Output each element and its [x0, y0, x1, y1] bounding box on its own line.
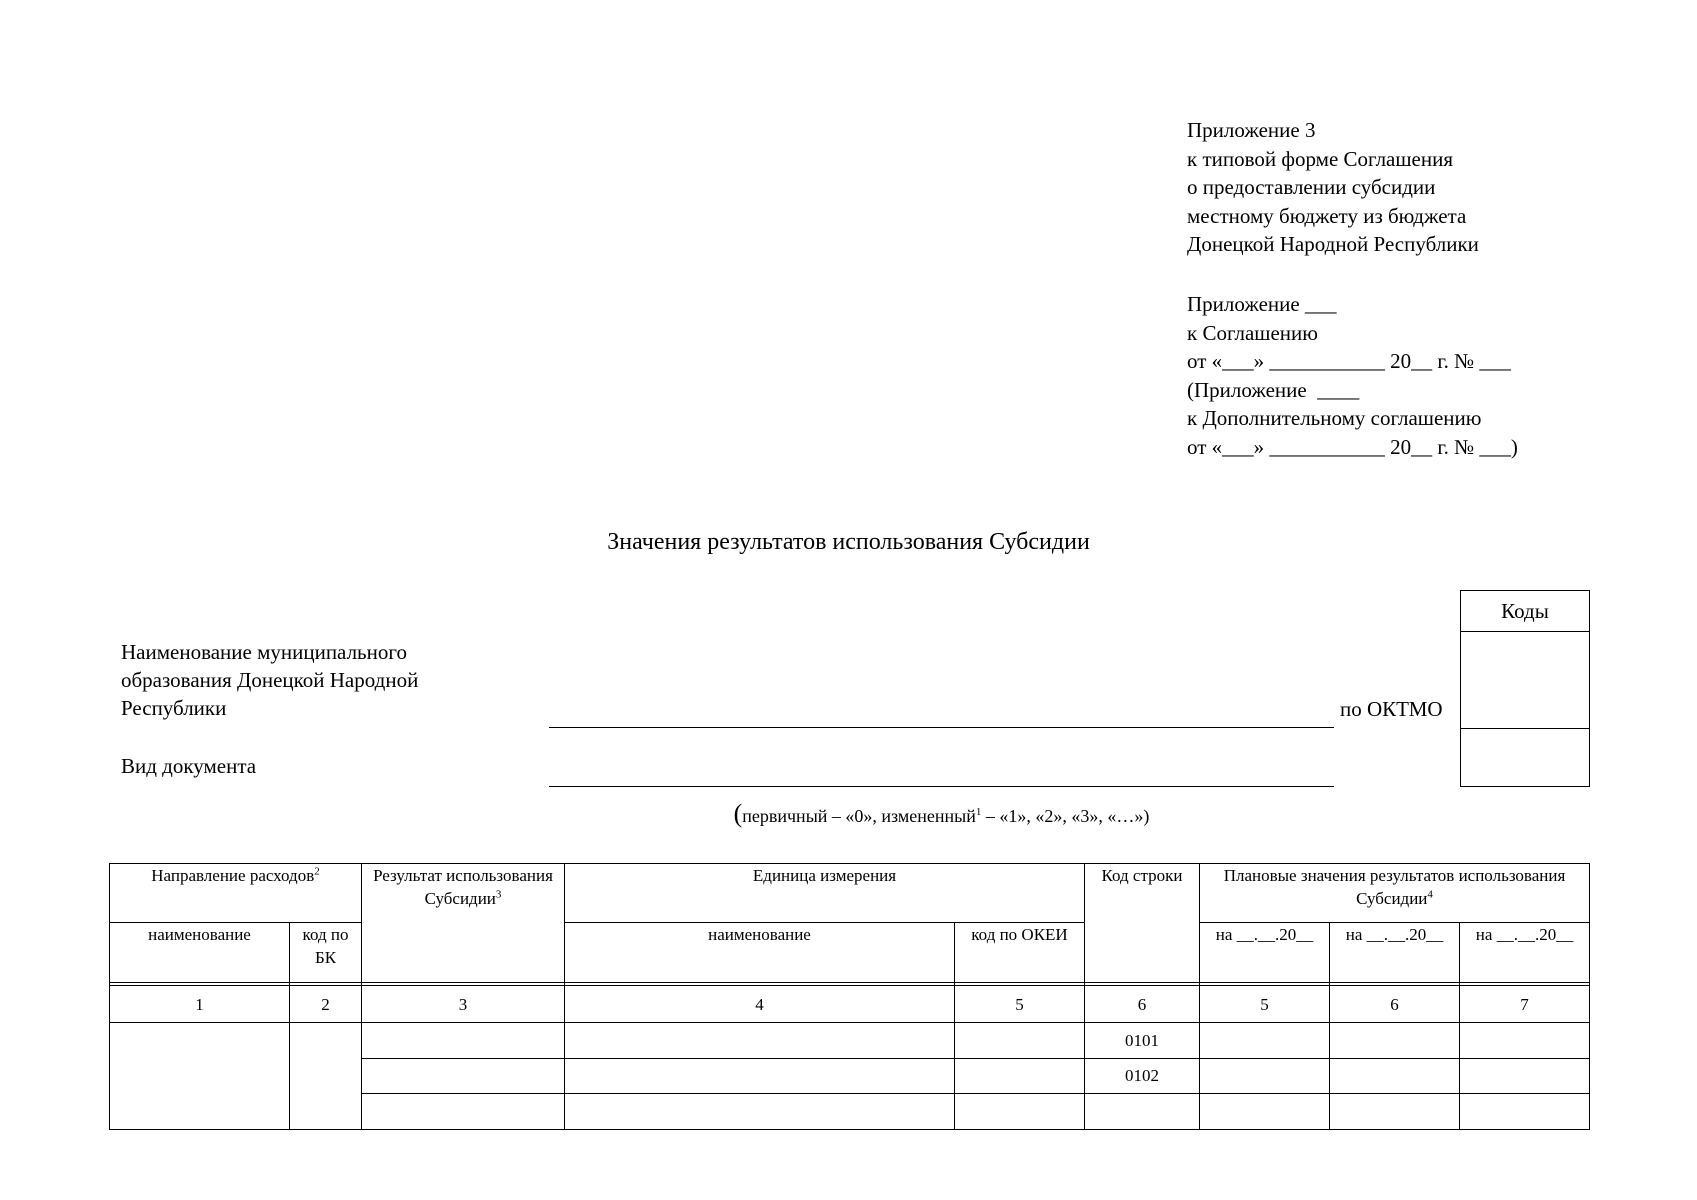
cell-row-code: 0101	[1085, 1023, 1200, 1059]
document-title: Значения результатов использования Субсидии	[607, 529, 1090, 555]
attachment-line: от «___» ___________ 20__ г. № ___)	[1187, 434, 1518, 459]
header-unit-name: наименование	[565, 923, 955, 983]
oktmo-label: по ОКТМО	[1340, 697, 1443, 721]
attachment-line: (Приложение ____	[1187, 377, 1360, 402]
header-unit-code: код по ОКЕИ	[955, 923, 1085, 983]
codes-header: Коды	[1461, 591, 1589, 632]
doctype-hint	[549, 800, 1334, 830]
results-table	[109, 863, 1590, 1130]
appendix-line: местному бюджету из бюджета	[1187, 203, 1467, 228]
appendix-line: о предоставлении субсидии	[1187, 175, 1436, 199]
header-planned-date: на __.__.20__	[1200, 923, 1330, 983]
municipality-label-line: образования Донецкой Народной	[121, 668, 419, 692]
header-result	[362, 864, 565, 983]
column-number: 2	[290, 986, 362, 1023]
header-planned-date: на __.__.20__	[1460, 923, 1590, 983]
cell-result[interactable]	[362, 1058, 565, 1094]
municipality-label	[121, 638, 521, 722]
cell-planned-value[interactable]	[1330, 1023, 1460, 1059]
appendix-header	[1187, 116, 1667, 259]
column-number: 4	[565, 986, 955, 1023]
municipality-label-line: Республики	[121, 696, 227, 720]
cell-row-code	[1085, 1094, 1200, 1130]
header-planned	[1200, 864, 1590, 923]
hint-text-2: – «1», «2», «3», «…»	[981, 806, 1144, 826]
cell-result[interactable]	[362, 1094, 565, 1130]
municipality-label-line: Наименование муниципального	[121, 640, 407, 664]
footnote-mark: 3	[495, 888, 502, 901]
attachment-line: к Дополнительному соглашению	[1187, 406, 1482, 430]
cell-direction-name[interactable]	[110, 1023, 290, 1130]
cell-row-code: 0102	[1085, 1058, 1200, 1094]
cell-planned-value[interactable]	[1200, 1094, 1330, 1130]
cell-unit-code[interactable]	[955, 1023, 1085, 1059]
header-direction-name: наименование	[110, 923, 290, 983]
doctype-label: Вид документа	[121, 754, 257, 778]
hint-close-paren: )	[1143, 806, 1150, 826]
codes-doctype-cell[interactable]	[1461, 729, 1589, 786]
cell-planned-value[interactable]	[1460, 1094, 1590, 1130]
cell-planned-value[interactable]	[1200, 1023, 1330, 1059]
column-number: 5	[955, 986, 1085, 1023]
codes-oktmo-cell[interactable]	[1461, 632, 1589, 729]
municipality-input-line[interactable]	[549, 727, 1334, 728]
cell-planned-value[interactable]	[1460, 1023, 1590, 1059]
column-number: 3	[362, 986, 565, 1023]
table-row	[110, 1023, 1590, 1059]
attachment-header	[1187, 290, 1667, 461]
header-direction	[110, 864, 362, 923]
header-planned-text: Плановые значения результатов использования Субсидии	[1223, 866, 1566, 908]
header-result-text: Результат использования Субсидии	[373, 866, 553, 908]
column-number: 6	[1330, 986, 1460, 1023]
appendix-line: к типовой форме Соглашения	[1187, 146, 1453, 171]
cell-unit-name[interactable]	[565, 1058, 955, 1094]
header-direction-text: Направление расходов	[151, 866, 315, 885]
column-number: 7	[1460, 986, 1590, 1023]
header-direction-code: код по БК	[290, 923, 362, 983]
codes-box	[1460, 590, 1590, 787]
cell-planned-value[interactable]	[1460, 1058, 1590, 1094]
header-row-code: Код строки	[1085, 864, 1200, 983]
attachment-line: от «___» ___________ 20__ г. № ___	[1187, 349, 1511, 373]
doctype-input-line[interactable]	[549, 786, 1334, 787]
attachment-line: к Соглашению	[1187, 320, 1318, 345]
footnote-mark: 2	[314, 865, 320, 878]
hint-open-paren: (	[733, 799, 743, 828]
cell-direction-code[interactable]	[290, 1023, 362, 1130]
footnote-mark: 1	[975, 806, 982, 818]
cell-unit-name[interactable]	[565, 1023, 955, 1059]
cell-planned-value[interactable]	[1200, 1058, 1330, 1094]
cell-planned-value[interactable]	[1330, 1058, 1460, 1094]
footnote-mark: 4	[1427, 888, 1433, 901]
cell-result[interactable]	[362, 1023, 565, 1059]
cell-planned-value[interactable]	[1330, 1094, 1460, 1130]
results-table-wrapper	[109, 863, 1590, 1130]
attachment-line: Приложение ___	[1187, 292, 1337, 316]
appendix-line: Донецкой Народной Республики	[1187, 232, 1479, 256]
cell-unit-code[interactable]	[955, 1094, 1085, 1130]
column-number: 1	[110, 986, 290, 1023]
column-number: 5	[1200, 986, 1330, 1023]
header-planned-date: на __.__.20__	[1330, 923, 1460, 983]
appendix-line: Приложение 3	[1187, 118, 1316, 142]
column-number: 6	[1085, 986, 1200, 1023]
hint-text: первичный – «0», измененный	[742, 806, 976, 826]
cell-unit-name[interactable]	[565, 1094, 955, 1130]
header-unit: Единица измерения	[565, 864, 1085, 923]
cell-unit-code[interactable]	[955, 1058, 1085, 1094]
